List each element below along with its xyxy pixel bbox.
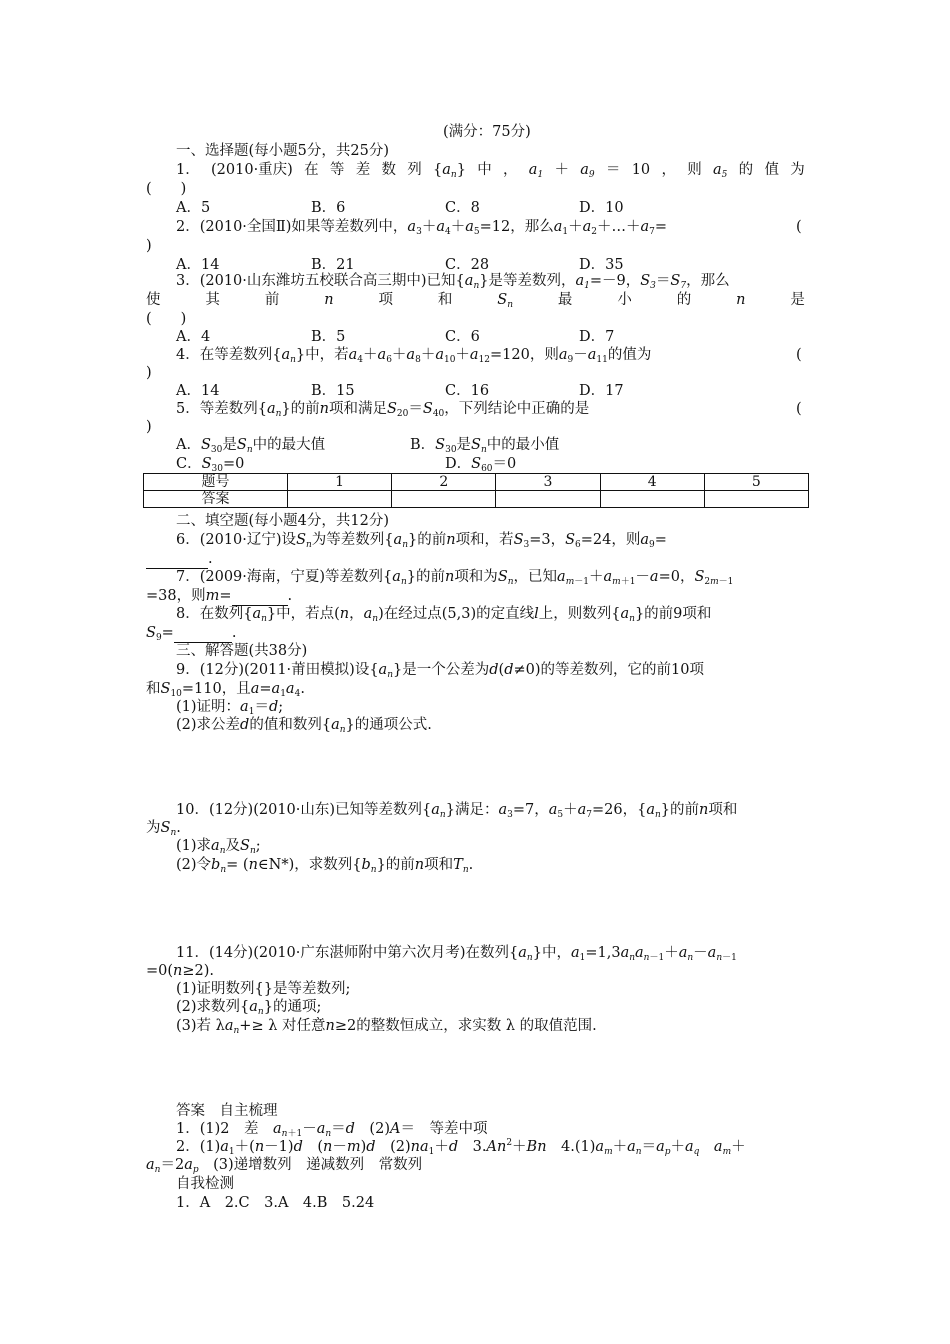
q10-sub-1: (1)求$a_n$及$S_n$; <box>176 838 261 856</box>
table-cell: 2 <box>392 474 496 491</box>
q7-line: 7．(2009·海南，宁夏)等差数列$\{a_n\}$的前n项和为$S_n$，已知$a_{m-1}+a_{m+1}-a=0$，$S_{2m-1}$ <box>176 569 734 587</box>
q8-line-2: $S_9=$ . <box>146 625 237 643</box>
q8-blank[interactable] <box>174 624 232 643</box>
q2-paren-left: ( <box>796 219 802 235</box>
self-check-answers: 1．A 2.C 3.A 4.B 5.24 <box>176 1195 375 1211</box>
q10-line-2: 为$S_n$. <box>146 820 181 838</box>
answer-cell[interactable] <box>704 491 808 508</box>
q7-line-2: =38，则m= . <box>146 588 293 604</box>
answer-cell[interactable] <box>496 491 600 508</box>
section-2-title: 二、填空题(每小题4分，共12分) <box>176 513 389 529</box>
q10-sub-2: (2)令$b_n=$ (n∈N*)，求数列$\{b_n\}$的前n项和$T_n$. <box>176 857 474 875</box>
table-cell: 4 <box>600 474 704 491</box>
answer-cell[interactable] <box>392 491 496 508</box>
q1-option-b: B．6 <box>311 200 346 216</box>
answer-cell[interactable] <box>288 491 392 508</box>
q4-option-d: D．17 <box>579 383 624 399</box>
q9-sub-2: (2)求公差d的值和数列$\{a_n\}$的通项公式. <box>176 717 432 735</box>
self-check-title: 自我检测 <box>176 1176 234 1192</box>
table-cell: 5 <box>704 474 808 491</box>
table-row <box>144 474 809 491</box>
q4-paren-left: ( <box>796 347 802 363</box>
q2-line: 2．(2010·全国Ⅱ)如果等差数列中，$a_3+a_4+a_5=12$，那么$a_1+a_2+\dots+a_7=$ <box>176 219 668 237</box>
answers-line-1: 1．(1)2 差 $a_{n+1}-a_n=d$ (2)A＝ 等差中项 <box>176 1121 488 1139</box>
q5-option-c: C．$S_{30}=0$ <box>176 456 245 474</box>
q4-option-a: A．14 <box>176 383 220 399</box>
q5-option-d: D．$S_{60}=0$ <box>445 456 517 474</box>
table-cell: 题号 <box>144 474 288 491</box>
q5-option-a: A．$S_{30}$是$S_n$中的最大值 <box>176 437 326 455</box>
q11-sub-3: (3)若 $\lambda a_n+\ge \lambda$ 对任意n≥2的整数恒成立，求实数 λ 的取值范围. <box>176 1018 597 1036</box>
q5-line: 5．等差数列$\{a_n\}$的前n项和满足$S_{20}=S_{40}$，下列结论中正确的是 <box>176 401 590 419</box>
section-3-title: 三、解答题(共38分) <box>176 643 308 659</box>
q1-option-a: A．5 <box>176 200 211 216</box>
table-cell: 答案 <box>144 491 288 508</box>
answer-table <box>143 473 809 508</box>
q1-line: 1． (2010·重庆) 在 等 差 数 列 $\{a_n\}$ 中 ， $a_1$ ＋ $a_9$ ＝ 10 ， 则 $a_5$ 的 值 为 <box>176 162 805 180</box>
q11-line-2: =0(n≥2). <box>146 963 215 979</box>
q9-line: 9．(12分)(2011·莆田模拟)设$\{a_n\}$是一个公差为d(d≠0)的等差数列，它的前10项 <box>176 662 704 680</box>
q3-option-d: D．7 <box>579 329 615 345</box>
q6-line: 6．(2010·辽宁)设$S_n$为等差数列$\{a_n\}$的前n项和，若$S_3=3$，$S_6=24$，则$a_9=$ <box>176 532 667 550</box>
q2-option-c: C．28 <box>445 257 490 273</box>
q11-sub-1: (1)证明数列{}是等差数列; <box>176 981 351 997</box>
q8-line: 8．在数列$\{a_n\}$中，若点(n，$a_n$)在经过点(5,3)的定直线l上，则数列$\{a_n\}$的前9项和 <box>176 606 712 624</box>
answers-line-2: 2．$(1)a_1+(n-1)d$ (n－m)d $(2)na_1+d$ $3.An^2+Bn$ $4.(1)a_m+a_n=a_p+a_q$ $a_m+$ <box>176 1138 746 1157</box>
table-row <box>144 491 809 508</box>
answer-cell[interactable] <box>600 491 704 508</box>
q4-option-c: C．16 <box>445 383 490 399</box>
q2-option-a: A．14 <box>176 257 220 273</box>
q1-option-d: D．10 <box>579 200 624 216</box>
q5-paren-left: ( <box>796 401 802 417</box>
answers-line-3: $a_n=2a_p$ (3)递增数列 递减数列 常数列 <box>146 1157 423 1175</box>
q3-option-b: B．5 <box>311 329 346 345</box>
q2-paren-right: ) <box>146 238 152 254</box>
full-score: (满分：75分) <box>443 124 531 140</box>
q9-sub-1: (1)证明：$a_1=d$; <box>176 699 284 717</box>
q3-line-2: 使 其 前 n 项 和 $S_n$ 最 小 的 n 是 <box>146 292 805 310</box>
q3-option-c: C．6 <box>445 329 480 345</box>
q5-paren-right: ) <box>146 419 152 435</box>
q6-blank[interactable]: . <box>146 550 213 569</box>
q3-paren: ( ) <box>146 311 187 327</box>
q10-line: 10．(12分)(2010·山东)已知等差数列$\{a_n\}$满足：$a_3=7$，$a_5+a_7=26$，$\{a_n\}$的前n项和 <box>176 802 738 820</box>
section-1-title: 一、选择题(每小题5分，共25分) <box>176 143 389 159</box>
q5-option-b: B．$S_{30}$是$S_n$中的最小值 <box>410 437 560 455</box>
answers-title: 答案 自主梳理 <box>176 1103 278 1119</box>
q11-sub-2: (2)求数列$\{a_n\}$的通项; <box>176 999 322 1017</box>
q4-line: 4．在等差数列$\{a_n\}$中，若$a_4+a_6+a_8+a_{10}+a_{12}=120$，则$a_9-a_{11}$的值为 <box>176 347 652 365</box>
q1-paren: ( ) <box>146 181 187 197</box>
q3-line-1: 3．(2010·山东潍坊五校联合高三期中)已知$\{a_n\}$是等差数列，$a_1=-9$，$S_3=S_7$，那么 <box>176 273 730 291</box>
q2-option-d: D．35 <box>579 257 624 273</box>
q7-blank[interactable] <box>232 587 288 606</box>
q11-line: 11．(14分)(2010·广东湛师附中第六次月考)在数列$\{a_n\}$中，$a_1=1,3a_na_{n-1}+a_n-a_{n-1}$ <box>176 945 737 963</box>
q4-option-b: B．15 <box>311 383 355 399</box>
table-cell: 1 <box>288 474 392 491</box>
q1-option-c: C．8 <box>445 200 480 216</box>
q2-option-b: B．21 <box>311 257 355 273</box>
table-cell: 3 <box>496 474 600 491</box>
q9-line-2: 和$S_{10}=110$，且$a=a_1a_4$. <box>146 681 305 699</box>
q4-paren-right: ) <box>146 365 152 381</box>
q3-option-a: A．4 <box>176 329 211 345</box>
